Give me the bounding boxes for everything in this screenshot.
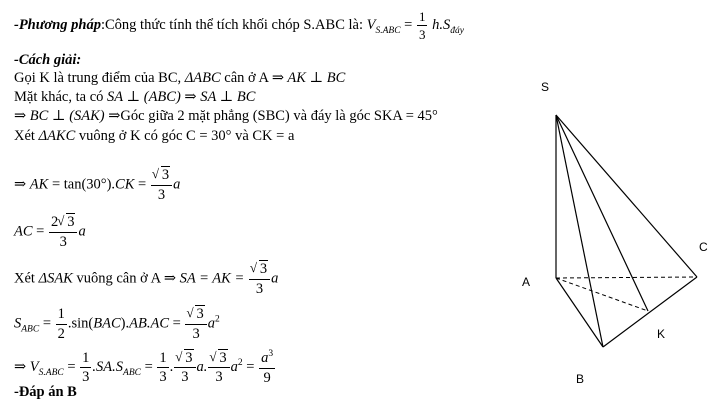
formula-lhs-sub: S.ABC [375, 25, 401, 36]
solution-line-3: ⇒ BC ⊥ (SAK) ⇒Góc giữa 2 mặt phẳng (SBC) và đáy là góc SKA = 45° [14, 108, 438, 124]
solution-label: -Cách giải: [14, 52, 82, 68]
vol-frac-5: $\frac{a^3}{9}$ [261, 349, 274, 386]
vol-frac-1: $\frac{1}{3}$ [82, 349, 90, 385]
solution-line-9: ⇒ $V_{S.ABC}$ = $\frac{1}{3}$ $.SA.S_{ABC}$ = $\frac{1}{3}$ . √ $\frac{3}{3}$ a. √ $\frac{3}{3}$ $a^2$ = $\frac{a^3}{9}$ [14, 350, 276, 385]
area-fraction: √ $\frac{3}{3}$ [185, 307, 206, 341]
vertex-A-label: A [522, 275, 531, 289]
formula-rhs-sub: đáy [450, 25, 464, 36]
method-text: :Công thức tính thể tích khối chóp S.ABC là: [100, 16, 367, 33]
sa-fraction: √ $\frac{3}{3}$ [249, 262, 270, 296]
solution-line-2: Mặt khác, ta có SA ⊥ (ABC) ⇒ SA ⊥ BC [14, 89, 256, 105]
edge-SC [556, 115, 697, 277]
vertex-C-label: C [699, 240, 708, 254]
area-half-fraction: $\frac{1}{2}$ [57, 306, 65, 342]
ac-fraction: $\frac{2√ 3}{3}$ [49, 215, 78, 249]
solution-line-8: $S_{ABC}$ = $\frac{1}{2}$ .sin(BAC).AB.AC = √ $\frac{3}{3}$ $a^2$ [14, 307, 220, 341]
answer-line: -Đáp án B [14, 384, 77, 400]
formula-rhs: h.S [432, 16, 451, 33]
solution-line-6: AC = $\frac{2√ 3}{3}$ a [14, 215, 86, 249]
solution-line-7: Xét ΔSAK vuông cân ở A ⇒ SA = AK = √ $\frac{3}{3}$ a [14, 262, 278, 296]
ak-fraction: √ $\frac{3}{3}$ [151, 168, 172, 202]
solution-line-1: Gọi K là trung điểm của BC, ΔABC cân ở A ⇒ AK ⊥ BC [14, 70, 346, 86]
solution-line-4: Xét ΔAKC vuông ở K có góc C = 30° và CK = a [14, 128, 295, 144]
vertex-B-label: B [576, 372, 585, 386]
vol-frac-3: √ $\frac{3}{3}$ [174, 351, 195, 385]
edge-AC [556, 277, 697, 278]
edge-BC [603, 277, 697, 347]
formula-eq: = [404, 16, 413, 33]
vol-frac-4: √ $\frac{3}{3}$ [208, 351, 229, 385]
vertex-K-label: K [657, 327, 666, 341]
edge-SK [556, 115, 648, 311]
vol-frac-2: $\frac{1}{3}$ [159, 349, 167, 385]
solution-line-5: ⇒ AK = tan(30°).CK = √ $\frac{3}{3}$ a [14, 168, 180, 202]
formula-fraction: $\frac{1}{3}$ [418, 9, 426, 42]
method-label: -Phương pháp [14, 16, 101, 33]
formula-lhs: V [366, 16, 376, 33]
vertex-S-label: S [541, 80, 550, 94]
